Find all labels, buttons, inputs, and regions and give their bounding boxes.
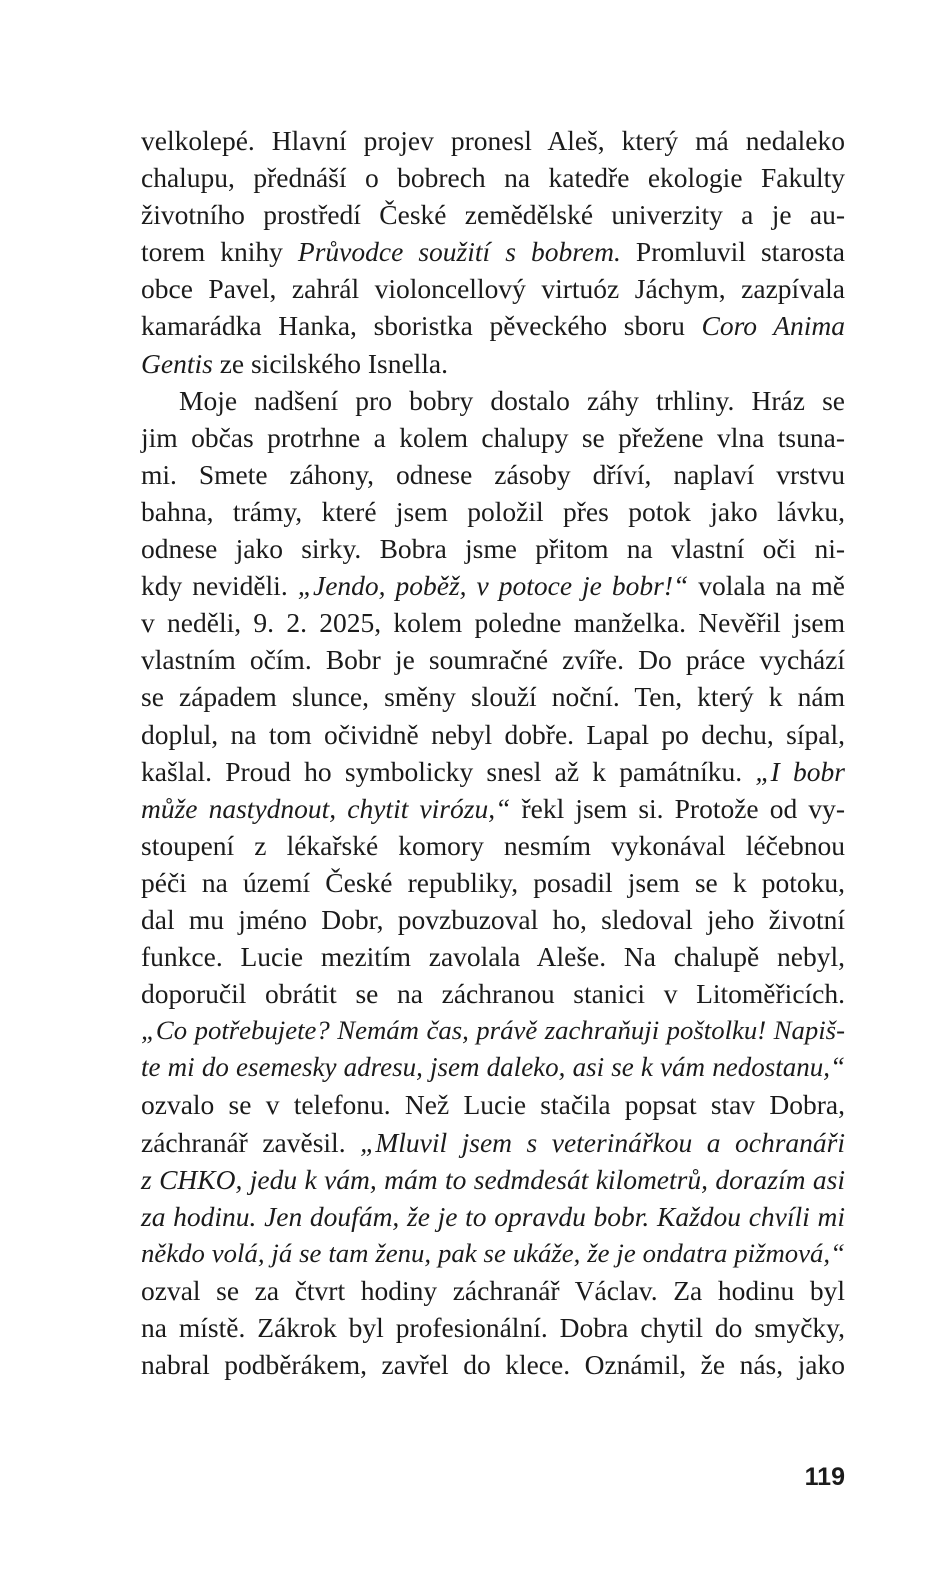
text-run: dal mu jméno Dobr, povzbuzoval ho, sledoval jeho životní: [141, 903, 845, 935]
italic-text: „Jendo, poběž, v potoce je bobr!“: [297, 570, 689, 602]
text-line: [141, 1049, 845, 1086]
text-run: Promluvil starosta: [620, 236, 845, 268]
text-line: [141, 678, 845, 715]
text-line: [141, 345, 845, 382]
text-line: [141, 456, 845, 493]
text-run: péči na území České republiky, posadil jsem se k potoku,: [141, 866, 845, 898]
text-line: [141, 233, 845, 270]
text-line: [141, 1124, 845, 1161]
text-line: [141, 716, 845, 753]
italic-text: Průvodce soužití s bobrem.: [297, 236, 621, 268]
paragraph: [141, 122, 845, 382]
text-line: [141, 196, 845, 233]
text-run: nabral podběrákem, zavřel do klece. Oznámil, že nás, jako: [141, 1349, 845, 1381]
italic-text: „Mluvil jsem s veterinářkou a ochranáři: [360, 1126, 845, 1158]
text-line: [141, 1012, 845, 1049]
text-line: [141, 530, 845, 567]
italic-text: Coro Anima: [701, 310, 846, 342]
text-line: [141, 1161, 845, 1198]
text-run: torem knihy: [141, 236, 298, 268]
text-line: [141, 901, 845, 938]
text-line: [141, 1309, 845, 1346]
italic-text: „I bobr: [755, 755, 846, 787]
text-line: [141, 493, 845, 530]
text-line: [141, 270, 845, 307]
text-line: [141, 827, 845, 864]
text-run: kamarádka Hanka, sboristka pěveckého sboru: [141, 310, 702, 342]
text-run: kašlal. Proud ho symbolicky snesl až k památníku.: [141, 755, 756, 787]
text-line: [141, 604, 845, 641]
text-run: životního prostředí České zemědělské univerzity a je au-: [141, 199, 845, 231]
text-line: [141, 753, 845, 790]
text-run: funkce. Lucie mezitím zavolala Aleše. Na chalupě nebyl,: [141, 941, 845, 973]
text-line: [141, 938, 845, 975]
text-line: [141, 1086, 845, 1123]
text-run: velkolepé. Hlavní projev pronesl Aleš, který má nedaleko: [141, 125, 845, 156]
text-line: [141, 1198, 845, 1235]
text-line: [141, 382, 845, 419]
italic-text: může nastydnout, chytit virózu,“: [141, 792, 511, 824]
text-run: kdy neviděli.: [141, 570, 298, 602]
text-run: odnese jako sirky. Bobra jsme přitom na vlastní oči ni-: [141, 533, 845, 565]
text-run: mi. Smete záhony, odnese zásoby dříví, naplaví vrstvu: [141, 458, 845, 490]
text-run: vlastním očím. Bobr je soumračné zvíře. Do práce vychází: [141, 644, 845, 676]
text-run: ze sicilského Isnella.: [212, 347, 449, 379]
text-run: chalupu, přednáší o bobrech na katedře ekologie Fakulty: [141, 162, 845, 194]
text-run: bahna, trámy, které jsem položil přes potok jako lávku,: [141, 495, 845, 527]
text-line: [141, 122, 845, 159]
italic-text: z CHKO, jedu k vám, mám to sedmdesát kilometrů, dorazím asi: [141, 1163, 845, 1195]
italic-text: Gentis: [141, 347, 213, 379]
text-run: stoupení z lékařské komory nesmím vykonával léčebnou: [141, 829, 845, 861]
italic-text: někdo volá, já se tam ženu, pak se ukáže, že je ondatra pižmová,“: [141, 1237, 845, 1268]
text-line: [141, 864, 845, 901]
text-run: Moje nadšení pro bobry dostalo záhy trhliny. Hráz se: [179, 384, 845, 416]
text-line: [141, 1235, 845, 1272]
text-line: [141, 641, 845, 678]
text-run: záchranář zavěsil.: [141, 1126, 361, 1158]
text-run: doplul, na tom očividně nebyl dobře. Lapal po dechu, sípal,: [141, 718, 845, 750]
text-line: [141, 975, 845, 1012]
text-line: [141, 419, 845, 456]
italic-text: te mi do esemesky adresu, jsem daleko, asi se k vám nedostanu,“: [141, 1052, 845, 1083]
text-run: na místě. Zákrok byl profesionální. Dobra chytil do smyčky,: [141, 1312, 845, 1343]
text-run: řekl jsem si. Protože od vy-: [510, 792, 845, 824]
body-text: [141, 122, 845, 1383]
text-run: obce Pavel, zahrál violoncellový virtuóz Jáchym, zazpívala: [141, 273, 845, 305]
text-line: [141, 1272, 845, 1309]
text-run: jim občas protrhne a kolem chalupy se přežene vlna tsuna-: [141, 421, 845, 453]
text-line: [141, 159, 845, 196]
italic-text: za hodinu. Jen doufám, že je to opravdu bobr. Každou chvíli mi: [141, 1200, 845, 1232]
text-line: [141, 790, 845, 827]
text-run: ozvalo se v telefonu. Než Lucie stačila popsat stav Dobra,: [141, 1089, 845, 1121]
paragraph: [141, 382, 845, 1384]
text-run: doporučil obrátit se na záchranou stanici v Litoměřicích.: [141, 978, 845, 1010]
text-line: [141, 567, 845, 604]
page-number: 119: [804, 1463, 845, 1491]
text-run: v neděli, 9. 2. 2025, kolem poledne manželka. Nevěřil jsem: [141, 607, 845, 639]
text-run: volala na mě: [688, 570, 845, 602]
text-line: [141, 1346, 845, 1383]
text-run: ozval se za čtvrt hodiny záchranář Václav. Za hodinu byl: [141, 1274, 845, 1306]
italic-text: „Co potřebujete? Nemám čas, právě zachraňuji poštolku! Napiš-: [141, 1015, 845, 1046]
text-line: [141, 307, 845, 344]
text-run: se západem slunce, směny slouží noční. Ten, který k nám: [141, 681, 845, 713]
